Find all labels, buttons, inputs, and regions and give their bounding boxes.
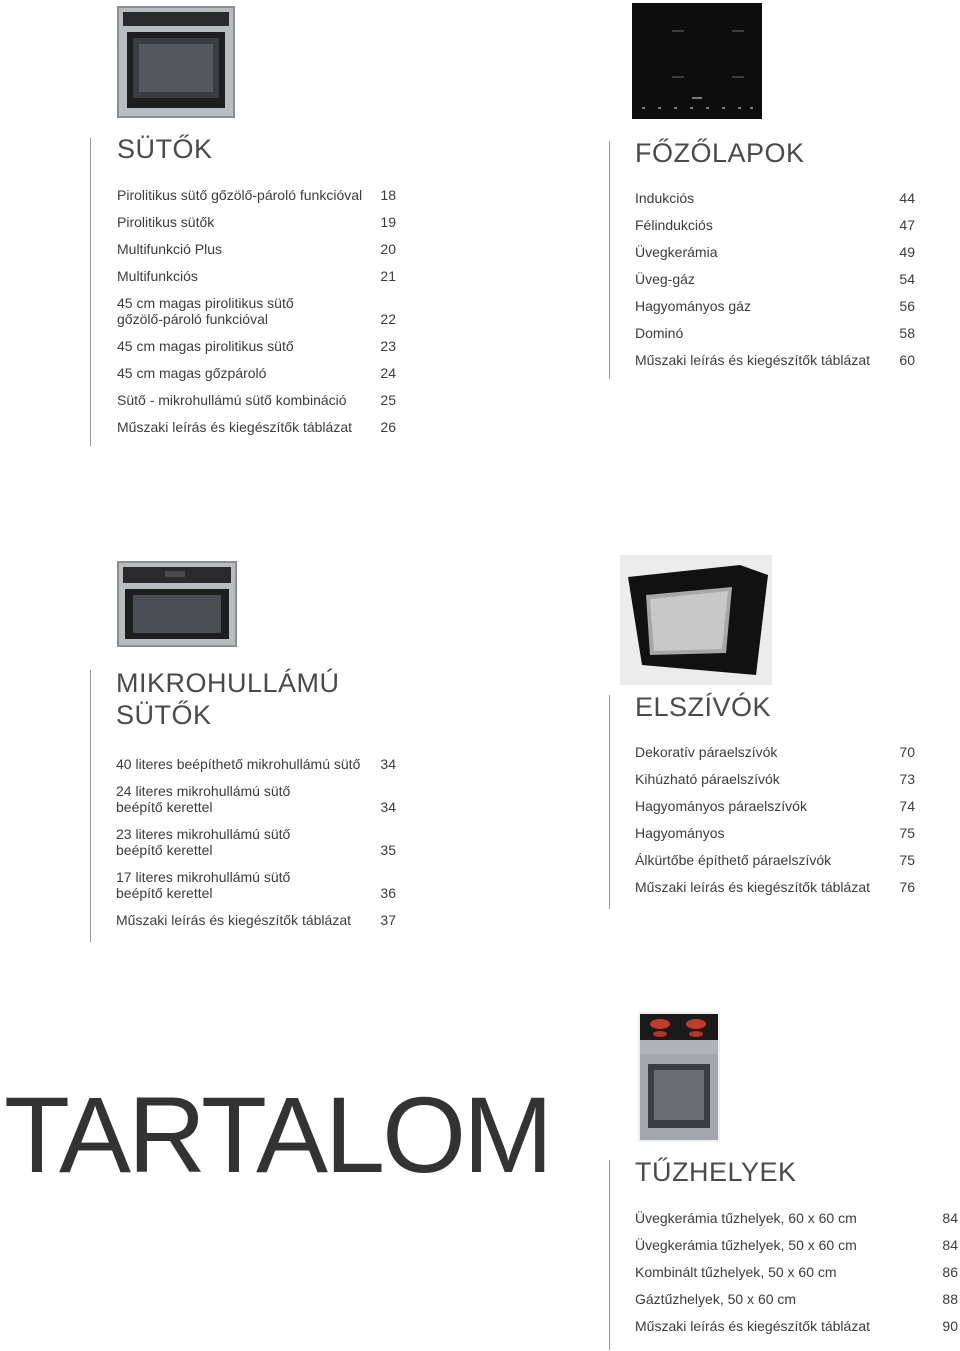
hood-image bbox=[620, 555, 772, 685]
toc-item[interactable]: Dominó 58 bbox=[635, 325, 915, 341]
microwave-image bbox=[117, 561, 237, 647]
toc-item[interactable]: 40 literes beépíthető mikrohullámú sütő 34 bbox=[116, 756, 396, 772]
toc-item[interactable]: Félindukciós 47 bbox=[635, 217, 915, 233]
toc-item[interactable]: 45 cm magas gőzpároló 24 bbox=[117, 365, 396, 381]
page-title: TARTALOM bbox=[4, 1074, 551, 1195]
toc-list bbox=[635, 190, 915, 379]
toc-item[interactable]: Műszaki leírás és kiegészítők táblázat 60 bbox=[635, 352, 915, 368]
toc-item[interactable]: Kihúzható páraelszívók 73 bbox=[635, 771, 915, 787]
section-heading: SÜTŐK bbox=[117, 134, 213, 164]
toc-item[interactable]: Sütő - mikrohullámú sütő kombináció 25 bbox=[117, 392, 396, 408]
section-divider bbox=[90, 138, 91, 446]
toc-item[interactable]: Multifunkció Plus 20 bbox=[117, 241, 396, 257]
section-heading: FŐZŐLAPOK bbox=[635, 138, 805, 168]
cooktop-image bbox=[632, 3, 762, 119]
toc-item[interactable]: Pirolitikus sütő gőzölő-pároló funkcióval 18 bbox=[117, 187, 396, 203]
toc-item[interactable]: Hagyományos gáz 56 bbox=[635, 298, 915, 314]
toc-item[interactable]: Üvegkerámia tűzhelyek, 60 x 60 cm 84 bbox=[635, 1210, 958, 1226]
toc-item[interactable]: 17 literes mikrohullámú sütő beépítő kerettel 36 bbox=[116, 869, 396, 901]
toc-item[interactable]: Indukciós 44 bbox=[635, 190, 915, 206]
section-heading: MIKROHULLÁMÚ SÜTŐK bbox=[116, 668, 340, 730]
toc-item[interactable]: Műszaki leírás és kiegészítők táblázat 26 bbox=[117, 419, 396, 435]
toc-list bbox=[117, 187, 396, 446]
toc-item[interactable]: Hagyományos páraelszívók 74 bbox=[635, 798, 915, 814]
toc-item[interactable]: Gáztűzhelyek, 50 x 60 cm 88 bbox=[635, 1291, 958, 1307]
toc-item[interactable]: Multifunkciós 21 bbox=[117, 268, 396, 284]
toc-item[interactable]: Pirolitikus sütők 19 bbox=[117, 214, 396, 230]
toc-item[interactable]: 45 cm magas pirolitikus sütő gőzölő-pároló funkcióval 22 bbox=[117, 295, 396, 327]
toc-item[interactable]: Álkürtőbe építhető páraelszívók 75 bbox=[635, 852, 915, 868]
toc-item[interactable]: Kombinált tűzhelyek, 50 x 60 cm 86 bbox=[635, 1264, 958, 1280]
toc-item[interactable]: 24 literes mikrohullámú sütő beépítő kerettel 34 bbox=[116, 783, 396, 815]
section-heading: ELSZÍVÓK bbox=[635, 692, 772, 722]
oven-image bbox=[117, 6, 235, 118]
section-divider bbox=[609, 695, 610, 909]
section-divider bbox=[609, 1160, 610, 1350]
toc-item[interactable]: Dekoratív páraelszívók 70 bbox=[635, 744, 915, 760]
section-divider bbox=[90, 670, 91, 942]
toc-item[interactable]: Üvegkerámia tűzhelyek, 50 x 60 cm 84 bbox=[635, 1237, 958, 1253]
toc-item[interactable]: Műszaki leírás és kiegészítők táblázat 37 bbox=[116, 912, 396, 928]
toc-item[interactable]: Hagyományos 75 bbox=[635, 825, 915, 841]
toc-item[interactable]: Műszaki leírás és kiegészítők táblázat 76 bbox=[635, 879, 915, 895]
toc-item[interactable]: Üvegkerámia 49 bbox=[635, 244, 915, 260]
range-cooker-image bbox=[638, 1012, 720, 1142]
toc-item[interactable]: Műszaki leírás és kiegészítők táblázat 90 bbox=[635, 1318, 958, 1334]
toc-item[interactable]: 45 cm magas pirolitikus sütő 23 bbox=[117, 338, 396, 354]
toc-list bbox=[635, 1210, 958, 1345]
toc-list bbox=[635, 744, 915, 906]
toc-item[interactable]: 23 literes mikrohullámú sütő beépítő kerettel 35 bbox=[116, 826, 396, 858]
toc-list bbox=[116, 756, 396, 939]
section-heading: TŰZHELYEK bbox=[635, 1157, 797, 1187]
toc-item[interactable]: Üveg-gáz 54 bbox=[635, 271, 915, 287]
section-divider bbox=[609, 141, 610, 379]
